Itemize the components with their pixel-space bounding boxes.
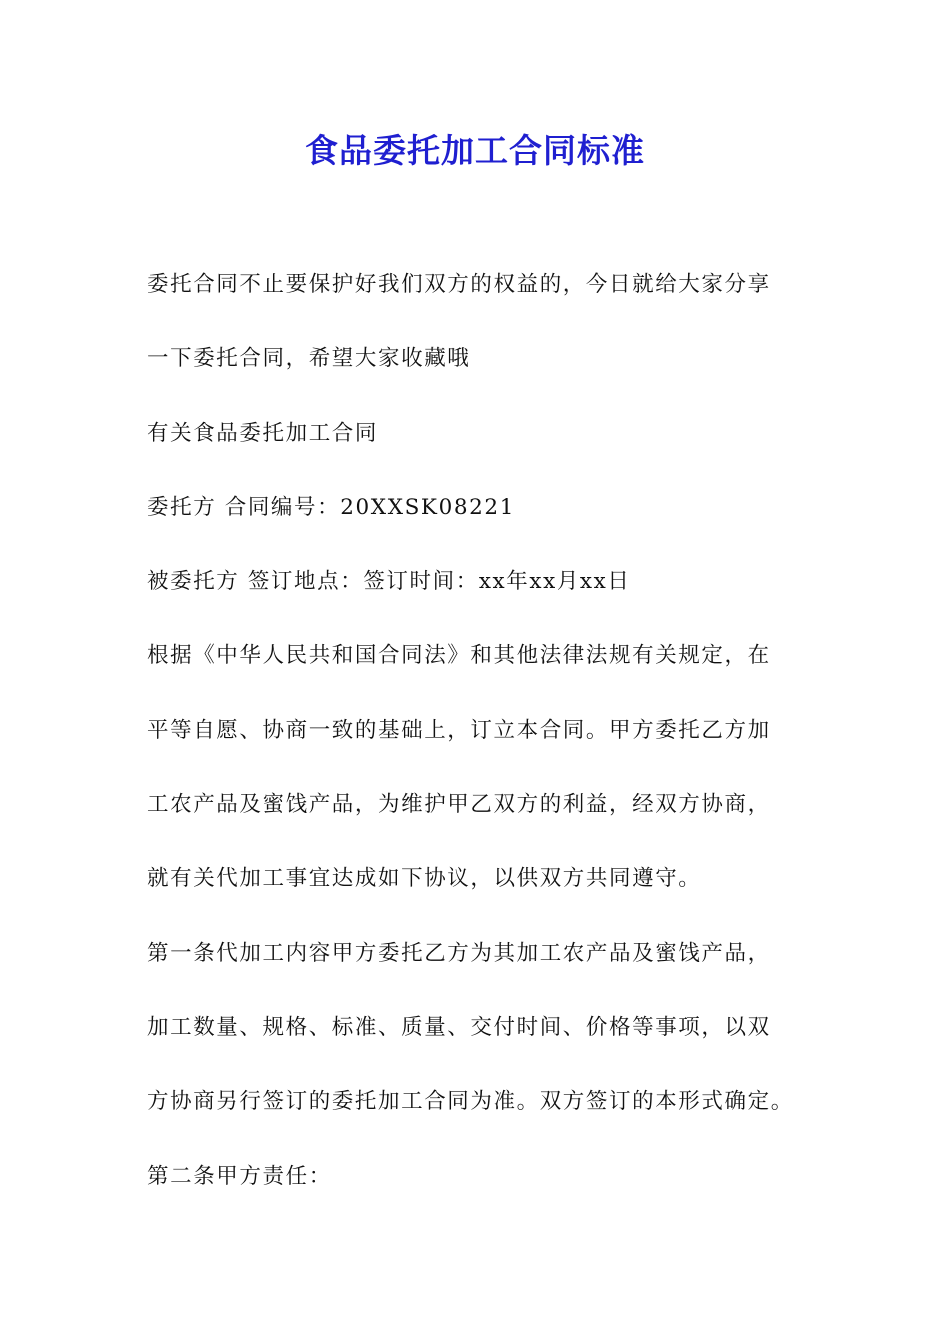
- document-title: 食品委托加工合同标准: [305, 131, 645, 170]
- body-line: 方协商另行签订的委托加工合同为准。双方签订的本形式确定。: [147, 1089, 794, 1115]
- body-line: 工农产品及蜜饯产品，为维护甲乙双方的利益，经双方协商，: [147, 792, 771, 818]
- body-line: 一下委托合同，希望大家收藏哦: [147, 346, 471, 372]
- body-line: 委托合同不止要保护好我们双方的权益的，今日就给大家分享: [147, 272, 771, 297]
- body-line: 有关食品委托加工合同: [147, 420, 379, 446]
- body-line: 第一条代加工内容甲方委托乙方为其加工农产品及蜜饯产品，: [147, 940, 771, 966]
- body-line: 就有关代加工事宜达成如下协议，以供双方共同遵守。: [147, 866, 702, 892]
- body-line: 第二条甲方责任：: [147, 1163, 332, 1189]
- document-body: [147, 262, 807, 1228]
- body-line: 根据《中华人民共和国合同法》和其他法律法规有关规定，在: [147, 643, 771, 669]
- body-line: 加工数量、规格、标准、质量、交付时间、价格等事项，以双: [147, 1014, 771, 1040]
- body-line: 平等自愿、协商一致的基础上，订立本合同。甲方委托乙方加: [147, 717, 771, 743]
- body-line: 委托方 合同编号：20XXSK08221: [147, 494, 515, 520]
- body-line: 被委托方 签订地点：签订时间：xx年xx月xx日: [147, 569, 631, 595]
